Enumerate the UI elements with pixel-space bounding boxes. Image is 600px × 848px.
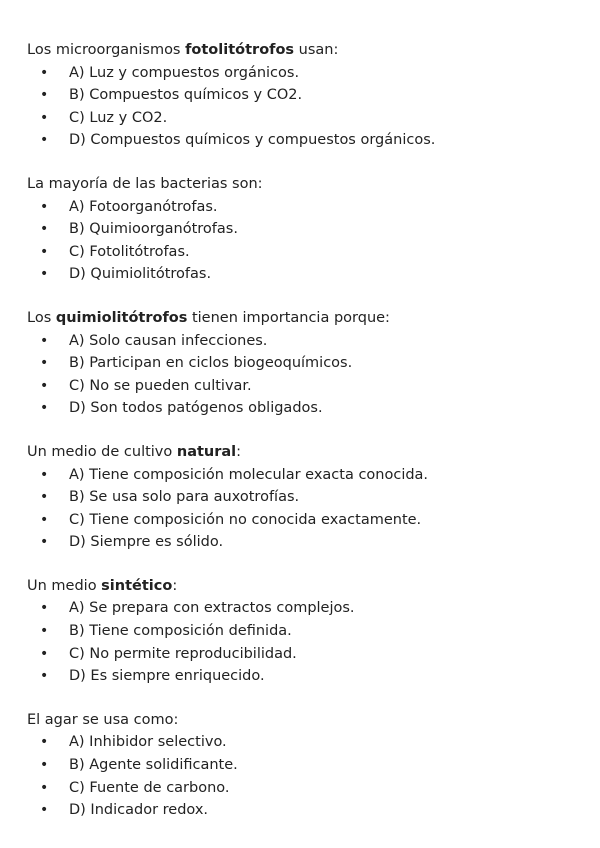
bullet-icon: • <box>40 64 49 81</box>
keyword: fotolitótrofos <box>185 42 295 58</box>
question-3 <box>27 307 600 420</box>
option-list <box>27 464 600 554</box>
bullet-icon: • <box>40 221 49 238</box>
bullet-icon: • <box>40 198 49 215</box>
bullet-icon: • <box>40 377 49 394</box>
bullet-icon: • <box>40 332 49 349</box>
bullet-icon: • <box>40 132 49 149</box>
bullet-icon: • <box>40 266 49 283</box>
question-stem: El agar se usa como: <box>27 711 179 728</box>
option-b: • B) Se usa solo para auxotrofías. <box>27 486 600 509</box>
bullet-icon: • <box>40 802 49 819</box>
option-b: • B) Quimioorganótrofas. <box>27 218 600 241</box>
option-a: • A) Luz y compuestos orgánicos. <box>27 62 600 85</box>
bullet-icon: • <box>40 534 49 551</box>
question-5 <box>27 575 600 688</box>
keyword: sintético <box>101 577 173 594</box>
option-d: • D) Siempre es sólido. <box>27 531 600 554</box>
option-c: • C) Luz y CO2. <box>27 107 600 130</box>
question-6 <box>27 709 600 822</box>
option-d: • D) Indicador redox. <box>27 799 600 822</box>
option-a: • A) Inhibidor selectivo. <box>27 731 600 754</box>
option-b: • B) Participan en ciclos biogeoquímicos. <box>27 352 600 375</box>
option-a: • A) Se prepara con extractos complejos. <box>27 597 600 620</box>
option-list <box>27 597 600 687</box>
question-1 <box>27 39 600 152</box>
bullet-icon: • <box>40 668 49 685</box>
option-b: • B) Tiene composición definida. <box>27 620 600 643</box>
option-c: • C) Fotolitótrofas. <box>27 241 600 264</box>
option-list <box>27 731 600 821</box>
question-stem: Un medio de cultivo natural: <box>27 443 242 460</box>
bullet-icon: • <box>40 87 49 104</box>
bullet-icon: • <box>40 243 49 260</box>
option-c: • C) Tiene composición no conocida exactamente. <box>27 509 600 532</box>
option-c: • C) No permite reproducibilidad. <box>27 643 600 666</box>
question-4 <box>27 441 600 554</box>
bullet-icon: • <box>40 489 49 506</box>
option-b: • B) Compuestos químicos y CO2. <box>27 84 600 107</box>
question-stem: Los microorganismos fotolitótrofos usan: <box>27 42 339 58</box>
option-list <box>27 330 600 420</box>
bullet-icon: • <box>40 734 49 751</box>
bullet-icon: • <box>40 623 49 640</box>
option-list <box>27 62 600 152</box>
option-a: • A) Tiene composición molecular exacta conocida. <box>27 464 600 487</box>
keyword: quimiolitótrofos <box>55 309 188 326</box>
option-a: • A) Fotoorganótrofas. <box>27 196 600 219</box>
question-stem: Los quimiolitótrofos tienen importancia porque: <box>27 309 390 326</box>
option-c: • C) Fuente de carbono. <box>27 777 600 800</box>
option-c: • C) No se pueden cultivar. <box>27 375 600 398</box>
bullet-icon: • <box>40 645 49 662</box>
question-2 <box>27 173 600 286</box>
option-d: • D) Es siempre enriquecido. <box>27 665 600 688</box>
question-stem: La mayoría de las bacterias son: <box>27 175 263 192</box>
bullet-icon: • <box>40 466 49 483</box>
option-a: • A) Solo causan infecciones. <box>27 330 600 353</box>
option-b: • B) Agente solidificante. <box>27 754 600 777</box>
question-stem: Un medio sintético: <box>27 577 178 594</box>
keyword: natural <box>176 443 237 460</box>
bullet-icon: • <box>40 757 49 774</box>
bullet-icon: • <box>40 511 49 528</box>
bullet-icon: • <box>40 779 49 796</box>
bullet-icon: • <box>40 109 49 126</box>
option-d: • D) Son todos patógenos obligados. <box>27 397 600 420</box>
option-list <box>27 196 600 286</box>
option-d: • D) Quimiolitótrofas. <box>27 263 600 286</box>
option-d: • D) Compuestos químicos y compuestos orgánicos. <box>27 129 600 152</box>
bullet-icon: • <box>40 355 49 372</box>
bullet-icon: • <box>40 400 49 417</box>
bullet-icon: • <box>40 600 49 617</box>
